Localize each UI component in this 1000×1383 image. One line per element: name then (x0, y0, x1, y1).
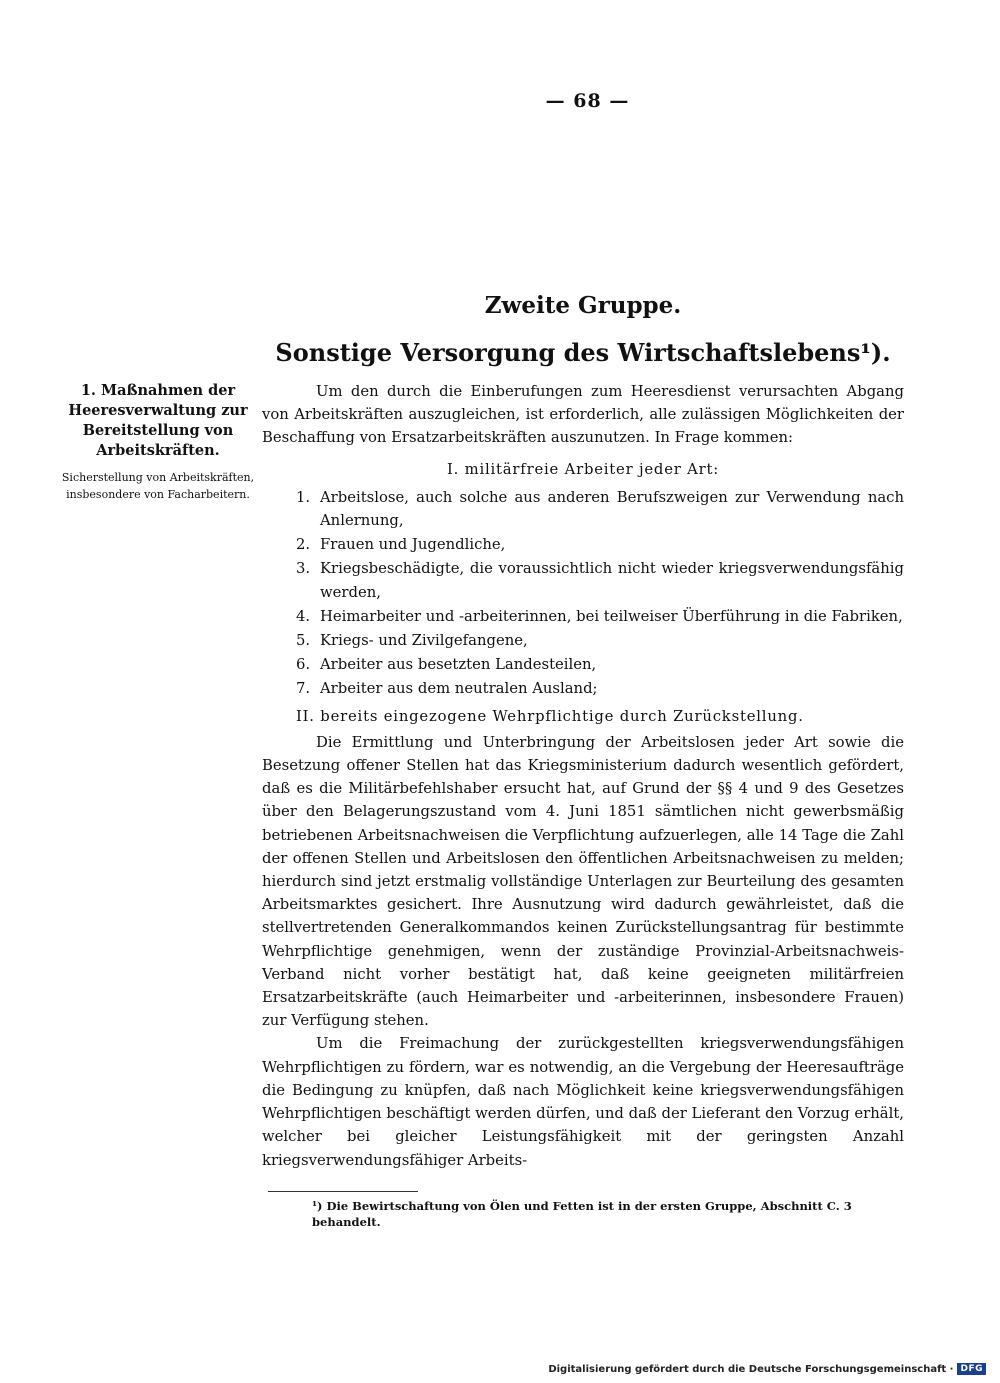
list-item-number: 1. (296, 488, 311, 506)
margin-subheading: Sicherstellung von Arbeitskräften, insbesondere von Facharbeitern. (61, 471, 255, 501)
main-text (262, 380, 904, 1172)
list-item (296, 653, 904, 676)
footnote-divider (268, 1191, 418, 1192)
list-item (296, 486, 904, 532)
list-item-text: Arbeitslose, auch solche aus anderen Berufszweigen zur Verwendung nach Anlernung, (320, 488, 904, 530)
list-item-text: Frauen und Jugendliche, (320, 536, 506, 554)
list-item-number: 3. (296, 560, 311, 578)
list-item-text: Heimarbeiter und -arbeiterinnen, bei teilweiser Überführung in die Fabriken, (320, 607, 903, 625)
group-title: Zweite Gruppe. (484, 292, 682, 319)
body-paragraph-2: Um die Freimachung der zurückgestellten kriegsverwendungsfähigen Wehrpflichtigen zu fördern, war es notwendig, an die Vergebung der Heeresaufträge die Bedingung zu knüpfen, daß nach Möglichkeit keine kriegsverwendungsfähigen Wehrpflichtigen beschäftigt werden dürfen, und daß der Lieferant den Vorzug erhält, welcher bei gleicher Leistungsfähigkeit mit der geringsten Anzahl kriegsverwendungsfähiger Arbeits- (262, 1035, 904, 1169)
margin-note (58, 381, 258, 503)
list-item-number: 4. (296, 607, 311, 625)
list-heading-zurueckstellung: II. bereits eingezogene Wehrpflichtige durch Zurückstellung. (296, 707, 804, 725)
worker-list (262, 486, 904, 701)
list-item-number: 6. (296, 656, 311, 674)
page-number: — 68 — (545, 90, 630, 112)
list-item-number: 7. (296, 680, 311, 698)
margin-heading: 1. Maßnahmen der Heeresverwaltung zur Bereitstellung von Arbeitskräften. (68, 382, 248, 459)
list-item-text: Kriegsbeschädigte, die voraussichtlich nicht wieder kriegsverwendungsfähig werden, (320, 560, 904, 601)
intro-paragraph: Um den durch die Einberufungen zum Heeresdienst verursachten Abgang von Arbeitskräften auszugleichen, ist erforderlich, alle zulässigen Möglichkeiten der Beschaffung von Ersatzarbeitskräften auszunutzen. In Frage kommen: (262, 383, 904, 447)
list-item-number: 2. (296, 536, 311, 554)
list-item-text: Arbeiter aus besetzten Landesteilen, (320, 656, 597, 674)
list-item-number: 5. (296, 632, 311, 650)
credit-text: Digitalisierung gefördert durch die Deutsche Forschungsgemeinschaft · (548, 1363, 954, 1375)
section-title: Sonstige Versorgung des Wirtschaftslebens¹). (275, 338, 891, 367)
list-item (296, 533, 904, 556)
list-item (296, 677, 904, 700)
list-item (296, 605, 904, 628)
list-item-text: Arbeiter aus dem neutralen Ausland; (320, 680, 598, 698)
list-item (296, 629, 904, 652)
footnote: ¹) Die Bewirtschaftung von Ölen und Fetten ist in der ersten Gruppe, Abschnitt C. 3 behandelt. (312, 1199, 852, 1229)
body-paragraph-1: Die Ermittlung und Unterbringung der Arbeitslosen jeder Art sowie die Besetzung offener Stellen hat das Kriegsministerium dadurch wesentlich gefördert, daß es die Militärbefehlshaber ersucht hat, auf Grund der §§ 4 und 9 des Gesetzes über den Belagerungszustand vom 4. Juni 1851 sämtlichen nicht gewerbsmäßig betriebenen Arbeitsnachweisen die Verpflichtung aufzuerlegen, alle 14 Tage die Zahl der offenen Stellen und Arbeitslosen den öffentlichen Arbeitsnachweisen zu melden; hierdurch sind jetzt erstmalig vollständige Unterlagen zur Beurteilung des gesamten Arbeitsmarktes gesichert. Ihre Ausnutzung wird dadurch gewährleistet, daß die stellvertretenden Generalkommandos keinen Zurückstellungsantrag für bestimmte Wehrpflichtige genehmigen, wenn der zuständige Provinzial-Arbeitsnachweis-Verband nicht vorher bestätigt hat, daß keine geeigneten militärfreien Ersatzarbeitskräfte (auch Heimarbeiter und -arbeiterinnen, insbesondere Frauen) zur Verfügung stehen. (262, 733, 904, 1030)
dfg-logo: DFG (957, 1363, 986, 1375)
list-heading-militaerfrei: I. militärfreie Arbeiter jeder Art: (446, 460, 720, 478)
digitization-credit (548, 1363, 986, 1375)
list-item-text: Kriegs- und Zivilgefangene, (320, 632, 528, 650)
list-item (296, 557, 904, 603)
